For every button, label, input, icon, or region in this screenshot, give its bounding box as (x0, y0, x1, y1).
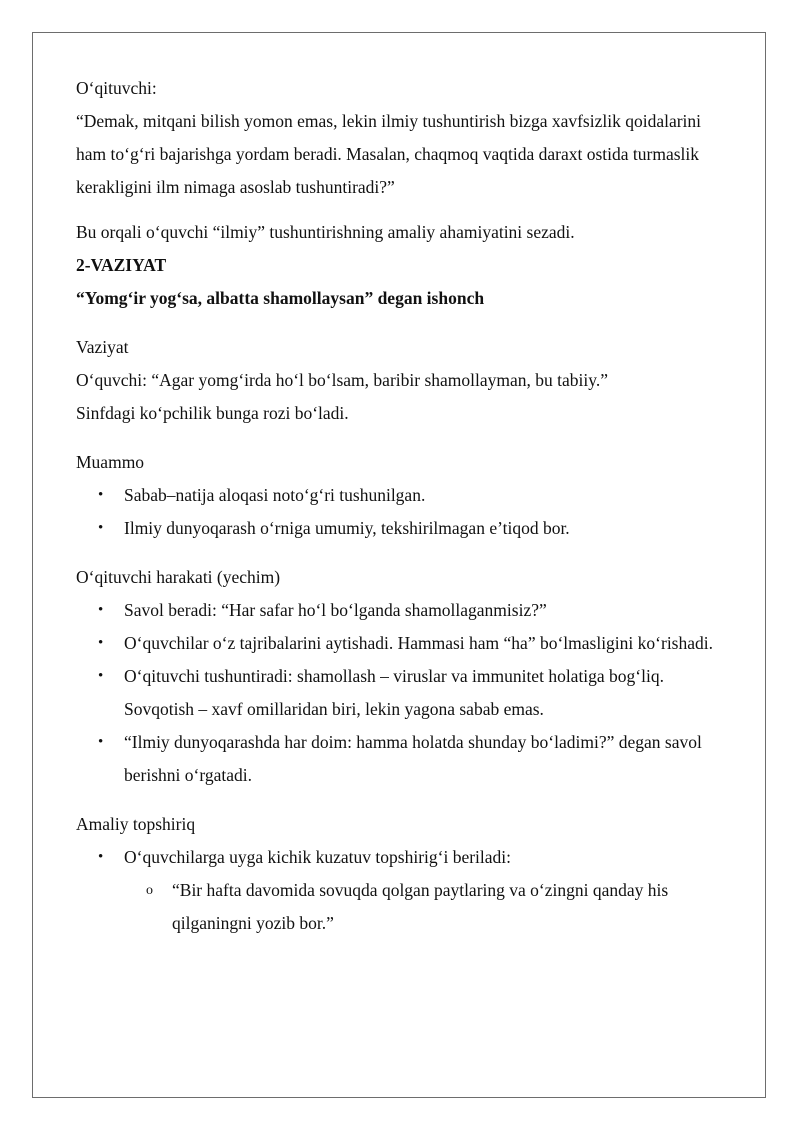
list-item (76, 479, 726, 512)
harakat-list (76, 594, 726, 792)
circle-bullet-icon: o (146, 883, 153, 898)
vaziyat-label: Vaziyat (76, 337, 129, 357)
sub-list-item-text: “Bir hafta davomida sovuqda qolgan paytlaring va o‘zingni qanday his qilganingni yozib bor.” (172, 880, 669, 933)
bullet-icon: • (98, 520, 104, 536)
list-item (76, 841, 726, 874)
list-item (76, 726, 726, 792)
list-item-text: O‘quvchilarga uyga kichik kuzatuv topshirig‘i beriladi: (124, 847, 512, 867)
teacher-quote: “Demak, mitqani bilish yomon emas, lekin ilmiy tushuntirish bizga xavfsizlik qoidalarini ham to‘g‘ri bajarishga yordam beradi. Masalan, chaqmoq vaqtida daraxt ostida turmaslik kerakligini ilm nimaga asoslab tushuntiradi?” (76, 111, 702, 197)
topshiriq-label: Amaliy topshiriq (76, 814, 196, 834)
list-item-text: Sabab–natija aloqasi noto‘g‘ri tushunilgan. (124, 485, 426, 505)
vaziyat-line-1: O‘quvchi: “Agar yomg‘irda ho‘l bo‘lsam, baribir shamollayman, bu tabiiy.” (76, 370, 608, 390)
conclusion-text: Bu orqali o‘quvchi “ilmiy” tushuntirishning amaliy ahamiyatini sezadi. (76, 222, 575, 242)
list-item (76, 594, 726, 627)
bullet-icon: • (98, 849, 104, 865)
situation-number: 2-VAZIYAT (76, 255, 167, 275)
list-item-text: Savol beradi: “Har safar ho‘l bo‘lganda shamollaganmisiz?” (124, 600, 547, 620)
document-content (76, 72, 726, 940)
bullet-icon: • (98, 487, 104, 503)
muammo-list (76, 479, 726, 545)
bullet-icon: • (98, 602, 104, 618)
topshiriq-sublist (76, 874, 726, 940)
list-item (76, 512, 726, 545)
situation-title: “Yomg‘ir yog‘sa, albatta shamollaysan” degan ishonch (76, 288, 485, 308)
harakat-label: O‘qituvchi harakati (yechim) (76, 567, 281, 587)
sub-list-item (76, 874, 726, 940)
bullet-icon: • (98, 635, 104, 651)
muammo-label: Muammo (76, 452, 145, 472)
speaker-label: O‘qituvchi: (76, 78, 157, 98)
list-item-text: O‘qituvchi tushuntiradi: shamollash – viruslar va immunitet holatiga bog‘liq. Sovqotish – xavf omillaridan biri, lekin yagona sabab emas. (124, 666, 664, 719)
list-item (76, 660, 726, 726)
topshiriq-list (76, 841, 726, 874)
vaziyat-line-2: Sinfdagi ko‘pchilik bunga rozi bo‘ladi. (76, 403, 349, 423)
list-item (76, 627, 726, 660)
bullet-icon: • (98, 734, 104, 750)
list-item-text: Ilmiy dunyoqarash o‘rniga umumiy, tekshirilmagan e’tiqod bor. (124, 518, 570, 538)
bullet-icon: • (98, 668, 104, 684)
list-item-text: O‘quvchilar o‘z tajribalarini aytishadi. Hammasi ham “ha” bo‘lmasligini ko‘rishadi. (124, 633, 713, 653)
list-item-text: “Ilmiy dunyoqarashda har doim: hamma holatda shunday bo‘ladimi?” degan savol berishni o‘rgatadi. (124, 732, 702, 785)
